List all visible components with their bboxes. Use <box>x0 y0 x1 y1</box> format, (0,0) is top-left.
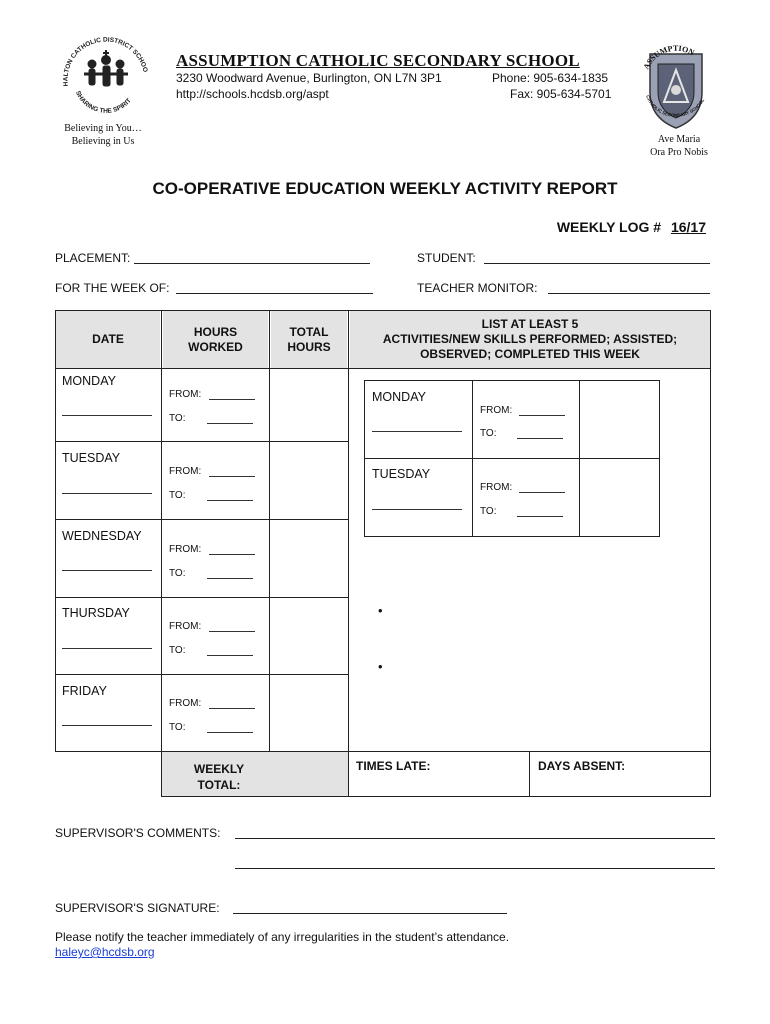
table-col-line-1 <box>161 310 162 796</box>
inner-from-label-tuesday: FROM: <box>480 482 513 493</box>
motto-right <box>636 133 722 159</box>
to-label-wednesday: TO: <box>169 568 186 579</box>
from-field-tuesday[interactable] <box>209 476 255 477</box>
row-divider-5 <box>55 751 711 752</box>
from-label-friday: FROM: <box>169 698 202 709</box>
weekly-log <box>557 219 712 235</box>
header-total-hours <box>271 311 347 368</box>
from-label-tuesday: FROM: <box>169 466 202 477</box>
supervisor-comments-field-1[interactable] <box>235 838 715 839</box>
teacher-monitor-label: TEACHER MONITOR: <box>417 281 538 295</box>
attendance-note: Please notify the teacher immediately of any irregularities in the student’s attendance. <box>55 930 510 944</box>
row-divider-1 <box>55 441 348 442</box>
to-field-tuesday[interactable] <box>207 500 253 501</box>
from-field-monday[interactable] <box>209 399 255 400</box>
to-field-wednesday[interactable] <box>207 578 253 579</box>
school-crest-graphic <box>640 40 712 132</box>
weekly-log-label: WEEKLY LOG # <box>556 219 662 235</box>
row-divider-3 <box>55 597 348 598</box>
header-activities-line-3: OBSERVED; COMPLETED THIS WEEK <box>420 347 640 361</box>
school-fax: Fax: 905-634-5701 <box>510 87 612 101</box>
school-website[interactable]: http://schools.hcdsb.org/aspt <box>176 87 329 101</box>
to-field-thursday[interactable] <box>207 655 253 656</box>
row-divider-2 <box>55 519 348 520</box>
teacher-email-link[interactable]: haleyc@hcdsb.org <box>55 945 155 959</box>
day-label-thursday: THURSDAY <box>62 606 130 620</box>
header-hours-text: HOURS WORKED <box>188 324 243 354</box>
inner-col-line-1 <box>472 380 473 536</box>
report-title: CO-OPERATIVE EDUCATION WEEKLY ACTIVITY REPORT <box>152 179 618 198</box>
date-field-wednesday[interactable] <box>62 570 152 571</box>
motto-left-line-2: Believing in Us <box>71 136 135 147</box>
from-label-monday: FROM: <box>169 389 202 400</box>
table-col-line-3 <box>348 310 349 796</box>
inner-to-label-tuesday: TO: <box>480 506 497 517</box>
to-label-thursday: TO: <box>169 645 186 656</box>
header-activities-line-2: ACTIVITIES/NEW SKILLS PERFORMED; ASSISTED; <box>382 332 678 346</box>
table-border-top <box>55 310 711 311</box>
days-absent-label: DAYS ABSENT: <box>538 759 626 773</box>
supervisor-comments-label: SUPERVISOR'S COMMENTS: <box>55 826 221 840</box>
date-field-thursday[interactable] <box>62 648 152 649</box>
student-label: STUDENT: <box>417 251 476 265</box>
weekly-log-value[interactable]: 16/17 <box>670 219 706 235</box>
supervisor-signature-label: SUPERVISOR'S SIGNATURE: <box>55 901 220 915</box>
motto-left-line-1: Believing in You… <box>64 123 142 134</box>
from-label-wednesday: FROM: <box>169 544 202 555</box>
day-label-friday: FRIDAY <box>62 684 107 698</box>
inner-row-divider <box>364 458 659 459</box>
inner-col-line-2 <box>579 380 580 536</box>
supervisor-signature-field[interactable] <box>233 913 507 914</box>
motto-left <box>52 122 154 148</box>
inner-to-field-monday[interactable] <box>517 438 563 439</box>
to-field-monday[interactable] <box>207 423 253 424</box>
crest-text: ASSUMPTION <box>641 43 696 71</box>
placement-label: PLACEMENT: <box>55 251 131 265</box>
table-border-right <box>710 310 711 796</box>
inner-date-field-monday[interactable] <box>372 431 462 432</box>
activity-bullet-2: • <box>378 659 383 674</box>
header-hours-worked <box>163 311 268 368</box>
inner-from-field-tuesday[interactable] <box>519 492 565 493</box>
from-label-thursday: FROM: <box>169 621 202 632</box>
table-border-bottom <box>161 796 711 797</box>
weekly-total-label: WEEKLY TOTAL: <box>193 762 245 792</box>
from-field-friday[interactable] <box>209 708 255 709</box>
header-date <box>56 311 160 368</box>
to-label-tuesday: TO: <box>169 490 186 501</box>
board-logo-graphic <box>56 34 156 114</box>
day-label-monday: MONDAY <box>62 374 116 388</box>
inner-day-label-tuesday: TUESDAY <box>372 467 431 481</box>
date-field-monday[interactable] <box>62 415 152 416</box>
from-field-thursday[interactable] <box>209 631 255 632</box>
student-field[interactable] <box>484 263 710 264</box>
to-label-friday: TO: <box>169 722 186 733</box>
table-col-line-2 <box>269 310 270 751</box>
activity-bullet-1: • <box>378 603 383 618</box>
logo-arc-text-top: HALTON CATHOLIC DISTRICT SCHOO <box>62 36 149 87</box>
week-of-label: FOR THE WEEK OF: <box>55 281 170 295</box>
totals-divider <box>529 751 530 796</box>
motto-right-line-2: Ora Pro Nobis <box>650 147 708 158</box>
week-of-field[interactable] <box>176 293 373 294</box>
header-date-text: DATE <box>92 332 124 346</box>
inner-date-field-tuesday[interactable] <box>372 509 462 510</box>
header-activities-line-1: LIST AT LEAST 5 <box>481 317 579 331</box>
inner-to-label-monday: TO: <box>480 428 497 439</box>
to-field-friday[interactable] <box>207 732 253 733</box>
school-address: 3230 Woodward Avenue, Burlington, ON L7N 3P1 <box>176 71 442 85</box>
table-header-divider <box>55 368 711 369</box>
inner-from-field-monday[interactable] <box>519 415 565 416</box>
school-name: ASSUMPTION CATHOLIC SECONDARY SCHOOL <box>176 51 580 70</box>
crest-bottom-text: CATHOLIC SECONDARY SCHOOL <box>645 94 706 118</box>
times-late-label: TIMES LATE: <box>356 759 431 773</box>
logo-arc-text-bottom: SHARING THE SPIRIT <box>74 89 133 114</box>
from-field-wednesday[interactable] <box>209 554 255 555</box>
date-field-friday[interactable] <box>62 725 152 726</box>
inner-to-field-tuesday[interactable] <box>517 516 563 517</box>
day-label-wednesday: WEDNESDAY <box>62 529 142 543</box>
date-field-tuesday[interactable] <box>62 493 152 494</box>
table-border-left <box>55 310 56 751</box>
placement-field[interactable] <box>134 263 370 264</box>
teacher-monitor-field[interactable] <box>548 293 710 294</box>
day-label-tuesday: TUESDAY <box>62 451 121 465</box>
school-crest <box>640 40 712 132</box>
supervisor-comments-field-2[interactable] <box>235 868 715 869</box>
board-logo <box>56 34 156 114</box>
inner-day-label-monday: MONDAY <box>372 390 426 404</box>
motto-right-line-1: Ave Maria <box>657 134 701 145</box>
inner-from-label-monday: FROM: <box>480 405 513 416</box>
row-divider-4 <box>55 674 348 675</box>
school-phone: Phone: 905-634-1835 <box>492 71 609 85</box>
svg-text:SHARING THE SPIRIT <box>74 90 133 114</box>
header-total-text: TOTAL HOURS <box>287 324 331 354</box>
to-label-monday: TO: <box>169 413 186 424</box>
header-activities <box>350 311 710 368</box>
